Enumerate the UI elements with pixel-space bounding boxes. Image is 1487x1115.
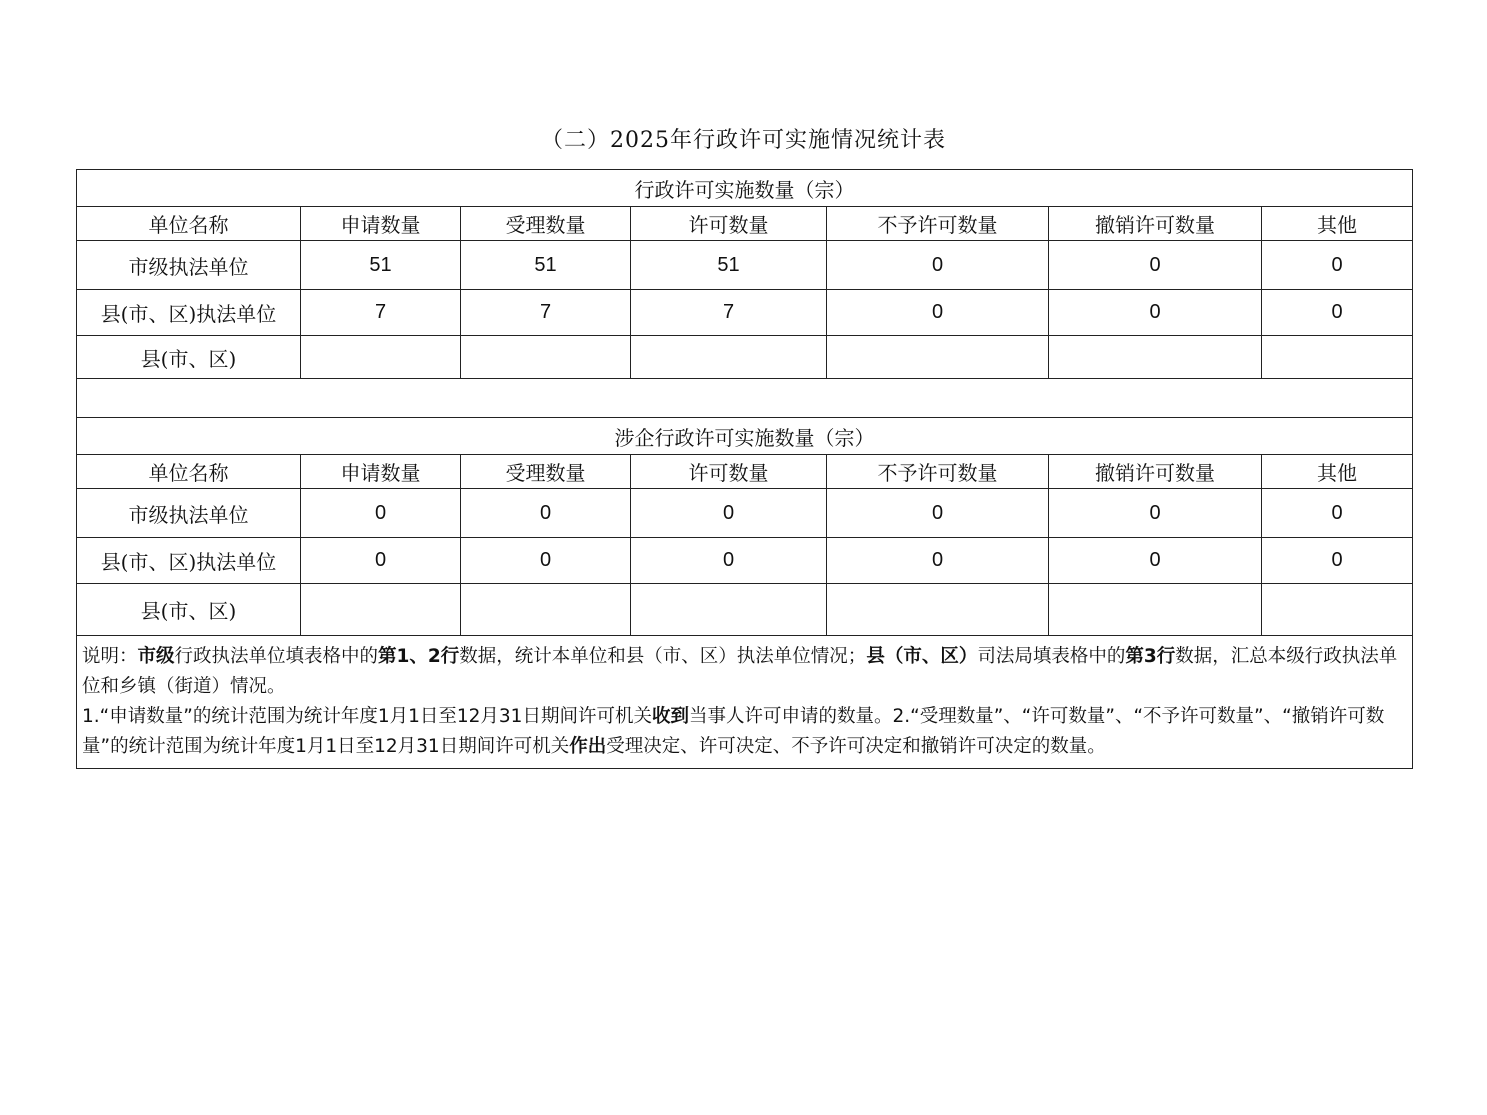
notes-bold-text: 市级 <box>137 646 175 667</box>
value-cell: 0 <box>827 489 1049 538</box>
value-cell <box>1049 584 1262 636</box>
table-row <box>77 290 1413 336</box>
column-header: 不予许可数量 <box>827 455 1049 489</box>
header-row <box>77 455 1413 489</box>
unit-name-cell: 县(市、区)执法单位 <box>77 290 301 336</box>
column-header: 许可数量 <box>631 207 827 241</box>
statistics-table <box>76 169 1413 769</box>
value-cell <box>1049 336 1262 379</box>
column-header: 受理数量 <box>461 455 631 489</box>
spacer-cell <box>77 379 1413 418</box>
value-cell <box>301 584 461 636</box>
column-header: 许可数量 <box>631 455 827 489</box>
spacer-row <box>77 379 1413 418</box>
value-cell: 51 <box>461 241 631 290</box>
value-cell: 0 <box>1262 538 1413 584</box>
value-cell <box>631 584 827 636</box>
value-cell: 0 <box>461 489 631 538</box>
notes-text: 数据，汇总本级行政执法单位和乡镇（街道）情况。 <box>82 646 1398 697</box>
notes-paragraph-1 <box>82 642 1406 702</box>
notes-row <box>77 636 1413 769</box>
column-header: 其他 <box>1262 455 1413 489</box>
value-cell: 51 <box>301 241 461 290</box>
column-header: 其他 <box>1262 207 1413 241</box>
unit-name-cell: 县(市、区) <box>77 336 301 379</box>
notes-bold-text: 作出 <box>569 736 607 757</box>
column-header: 撤销许可数量 <box>1049 207 1262 241</box>
value-cell <box>301 336 461 379</box>
unit-name-cell: 市级执法单位 <box>77 241 301 290</box>
value-cell: 0 <box>301 538 461 584</box>
value-cell: 0 <box>827 241 1049 290</box>
section-title-row <box>77 170 1413 207</box>
value-cell: 0 <box>1262 241 1413 290</box>
section-title-row <box>77 418 1413 455</box>
value-cell <box>827 336 1049 379</box>
table-row <box>77 538 1413 584</box>
value-cell: 0 <box>301 489 461 538</box>
value-cell: 0 <box>827 538 1049 584</box>
notes-text: 行政执法单位填表格中的 <box>174 646 379 667</box>
notes-text: 数据，统计本单位和县（市、区）执法单位情况； <box>459 646 867 667</box>
value-cell <box>461 336 631 379</box>
value-cell: 7 <box>461 290 631 336</box>
value-cell: 0 <box>1049 489 1262 538</box>
column-header: 受理数量 <box>461 207 631 241</box>
notes-cell <box>77 636 1413 769</box>
notes-bold-text: 收到 <box>651 706 689 727</box>
table-row <box>77 489 1413 538</box>
value-cell: 0 <box>1049 538 1262 584</box>
notes-bold-text: 第1、2行 <box>378 646 460 667</box>
notes-paragraph-2 <box>82 702 1406 762</box>
page-title: （二）2025年行政许可实施情况统计表 <box>541 128 946 153</box>
value-cell: 7 <box>631 290 827 336</box>
value-cell: 0 <box>631 538 827 584</box>
section-title-enterprise-permits: 涉企行政许可实施数量（宗） <box>77 418 1413 455</box>
section-title-permits: 行政许可实施数量（宗） <box>77 170 1413 207</box>
unit-name-cell: 县(市、区) <box>77 584 301 636</box>
notes-text: 当事人许可申请的数量。2.“受理数量”、“许可数量”、“不予许可数量”、“撤销许可数量”的统计范围为统计年度1月1日至12月31日期间许可机关 <box>82 706 1385 757</box>
value-cell: 0 <box>1262 290 1413 336</box>
notes-bold-text: 县（市、区） <box>866 646 978 667</box>
table-row <box>77 584 1413 636</box>
table-row <box>77 241 1413 290</box>
value-cell: 0 <box>1262 489 1413 538</box>
value-cell <box>827 584 1049 636</box>
value-cell: 0 <box>1049 241 1262 290</box>
column-header: 单位名称 <box>77 207 301 241</box>
notes-text: 说明： <box>82 646 138 667</box>
value-cell: 0 <box>827 290 1049 336</box>
unit-name-cell: 市级执法单位 <box>77 489 301 538</box>
value-cell: 7 <box>301 290 461 336</box>
column-header: 不予许可数量 <box>827 207 1049 241</box>
column-header: 申请数量 <box>301 207 461 241</box>
notes-text: 受理决定、许可决定、不予许可决定和撤销许可决定的数量。 <box>606 736 1106 757</box>
column-header: 撤销许可数量 <box>1049 455 1262 489</box>
notes-text: 1.“申请数量”的统计范围为统计年度1月1日至12月31日期间许可机关 <box>82 706 652 727</box>
value-cell <box>631 336 827 379</box>
unit-name-cell: 县(市、区)执法单位 <box>77 538 301 584</box>
table-row <box>77 336 1413 379</box>
value-cell: 0 <box>461 538 631 584</box>
value-cell <box>1262 584 1413 636</box>
value-cell: 0 <box>631 489 827 538</box>
column-header: 申请数量 <box>301 455 461 489</box>
column-header: 单位名称 <box>77 455 301 489</box>
value-cell: 51 <box>631 241 827 290</box>
notes-bold-text: 第3行 <box>1125 646 1176 667</box>
value-cell: 0 <box>1049 290 1262 336</box>
notes-text: 司法局填表格中的 <box>977 646 1126 667</box>
value-cell <box>461 584 631 636</box>
value-cell <box>1262 336 1413 379</box>
header-row <box>77 207 1413 241</box>
